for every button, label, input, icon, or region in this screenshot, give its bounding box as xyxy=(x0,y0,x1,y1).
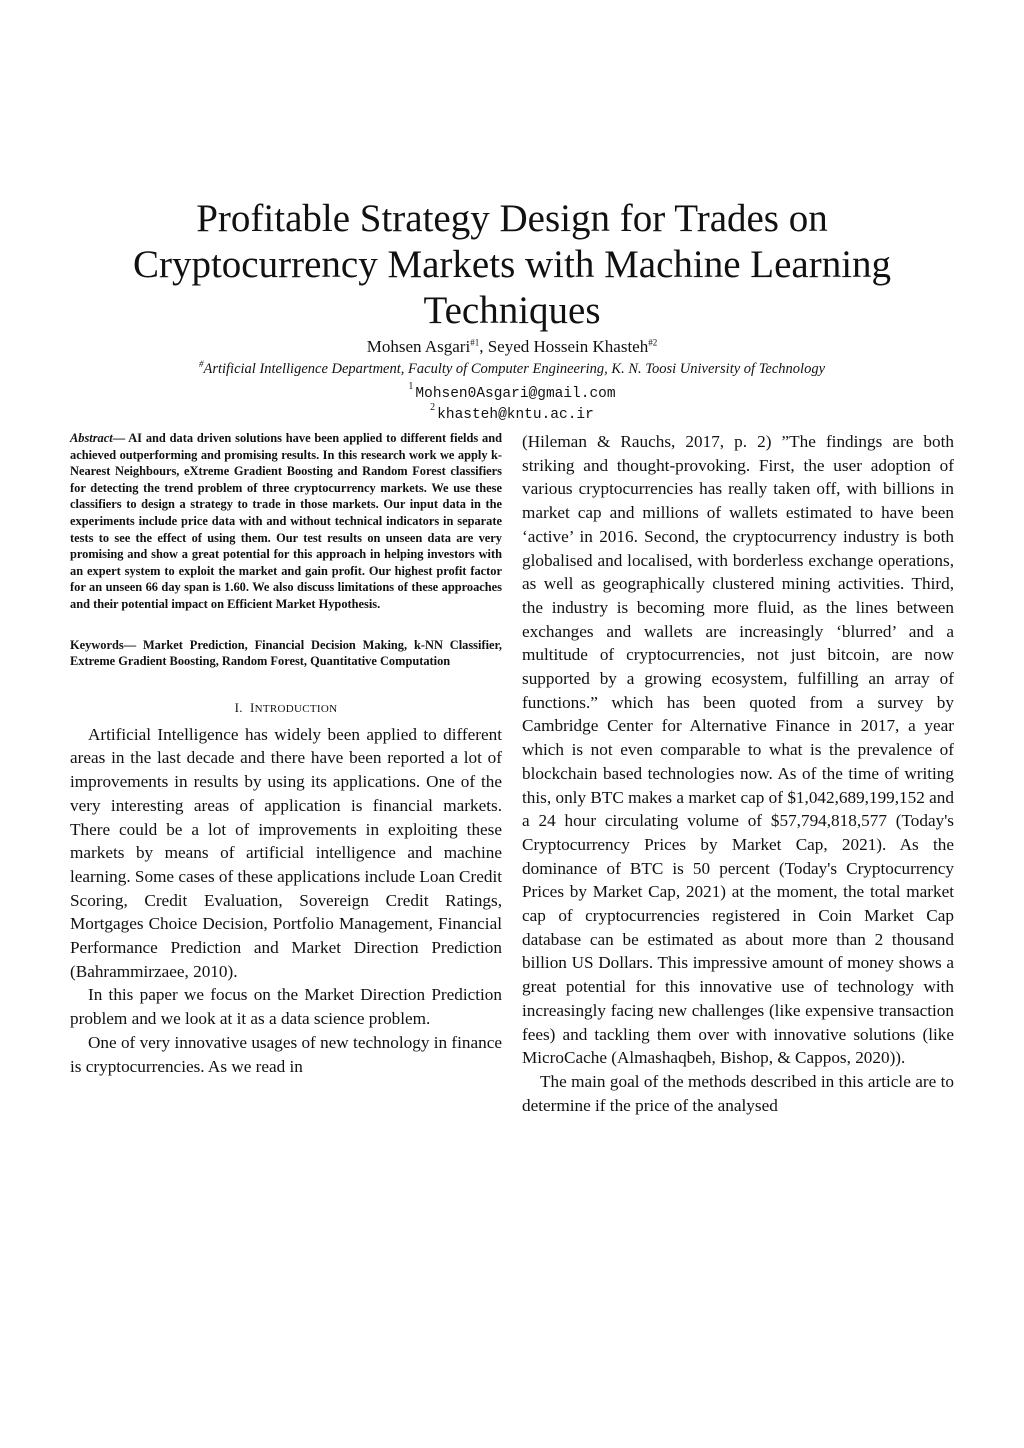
left-column xyxy=(70,430,502,1078)
author-2-mark: #2 xyxy=(648,337,658,348)
paragraph: In this paper we focus on the Market Direction Prediction problem and we look at it as a data science problem. xyxy=(70,985,502,1029)
paragraph: (Hileman & Rauchs, 2017, p. 2) ”The findings are both striking and thought-provoking. First, the user adoption of various cryptocurrencies has really taken off, with billions in market cap and millions of wallets estimated to have been ‘active’ in 2016. Second, the cryptocurrency industry is both globalised and localised, with borderless exchange operations, as well as geographically clustered mining activities. Third, the industry is becoming more fluid, as the lines between exchanges and wallets are increasingly ‘blurred’ and a multitude of cryptocurrencies, not just bitcoin, are now supported by a growing ecosystem, fulfilling an array of functions.” which has been quoted from a survey by Cambridge Center for Alternative Finance in 2017, a year which is not even comparable to what is the prevalence of blockchain based technologies now. As of the time of writing this, only BTC makes a market cap of $1,042,689,199,152 and a 24 hour circulating volume of $57,794,818,577 (Today's Cryptocurrency Prices by Market Cap, 2021). As the dominance of BTC is 50 percent (Today's Cryptocurrency Prices by Market Cap, 2021) at the moment, the total market cap of cryptocurrencies registered in Coin Market Cap database can be estimated as about more than 2 thousand billion US Dollars. This impressive amount of money shows a great potential for this innovative use of technology with increasingly facing new challenges (like expensive transaction fees) and tackling them over with innovative solutions (like MicroCache (Almashaqbeh, Bishop, & Cappos, 2020)). xyxy=(522,432,954,1068)
author-list xyxy=(0,337,1024,357)
section-title-rest: NTRODUCTION xyxy=(254,702,338,715)
right-column xyxy=(522,430,954,1117)
title-line-1: Profitable Strategy Design for Trades on xyxy=(196,197,828,240)
paragraph: The main goal of the methods described in this article are to determine if the price of the analysed xyxy=(522,1071,954,1115)
keywords-dash: — xyxy=(123,637,143,652)
title-line-3: Techniques xyxy=(423,289,601,332)
abstract-text: AI and data driven solutions have been applied to different fields and achieved outperforming and promising results. In this research work we apply k-Nearest Neighbours, eXtreme Gradient Boosting and Random Forest classifiers for detecting the trend problem of three cryptocurrency markets. We use these classifiers to design a strategy to trade in those markets. Our input data in the experiments include price data with and without technical indicators in separate tests to see the effect of using them. Our test results on unseen data are very promising and show a great potential for this approach in helping investors with an expert system to exploit the market and gain profit. Our highest profit factor for an unseen 66 day span is 1.60. We also discuss limitations of these approaches and their potential impact on Efficient Market Hypothesis. xyxy=(70,431,502,611)
email-2-address[interactable]: khasteh@kntu.ac.ir xyxy=(437,407,594,423)
author-1-mark: #1 xyxy=(470,337,480,348)
author-1-name: Mohsen Asgari xyxy=(366,337,471,356)
email-2-line xyxy=(0,402,1024,424)
paragraph: One of very innovative usages of new technology in finance is cryptocurrencies. As we read in xyxy=(70,1032,502,1076)
abstract-dash: — xyxy=(112,431,129,445)
keywords-text: Market Prediction, Financial Decision Making, k-NN Classifier, Extreme Gradient Boosting, Random Forest, Quantitative Computation xyxy=(70,637,502,669)
section-title-initial: I xyxy=(249,699,255,715)
section-heading-introduction xyxy=(70,700,502,717)
paper-title xyxy=(80,196,944,334)
keywords-label: Keywords xyxy=(70,637,124,652)
title-line-2: Cryptocurrency Markets with Machine Learning xyxy=(132,243,892,286)
email-1-line xyxy=(0,381,1024,403)
affiliation-text: Artificial Intelligence Department, Faculty of Computer Engineering, K. N. Toosi University of Technology xyxy=(203,361,826,377)
email-2-mark: 2 xyxy=(430,402,436,414)
keywords xyxy=(70,637,502,670)
section-number: I. xyxy=(234,699,243,715)
author-2-name: Seyed Hossein Khasteh xyxy=(487,337,649,356)
author-separator: , xyxy=(479,337,488,356)
paragraph: Artificial Intelligence has widely been applied to different areas in the last decade and there have been reported a lot of improvements in results by using its applications. One of the very interesting areas of application is financial markets. There could be a lot of improvements in exploiting these markets by means of artificial intelligence and machine learning. Some cases of these applications include Loan Credit Scoring, Credit Evaluation, Sovereign Credit Ratings, Mortgages Choice Decision, Portfolio Management, Financial Performance Prediction and Market Direction Prediction (Bahrammirzaee, 2010). xyxy=(70,724,502,981)
email-1-address[interactable]: Mohsen0Asgari@gmail.com xyxy=(415,386,616,402)
affiliation-mark: # xyxy=(198,359,204,370)
abstract-label: Abstract xyxy=(70,431,113,445)
affiliation xyxy=(0,360,1024,378)
abstract xyxy=(70,430,502,613)
email-1-mark: 1 xyxy=(408,381,414,393)
